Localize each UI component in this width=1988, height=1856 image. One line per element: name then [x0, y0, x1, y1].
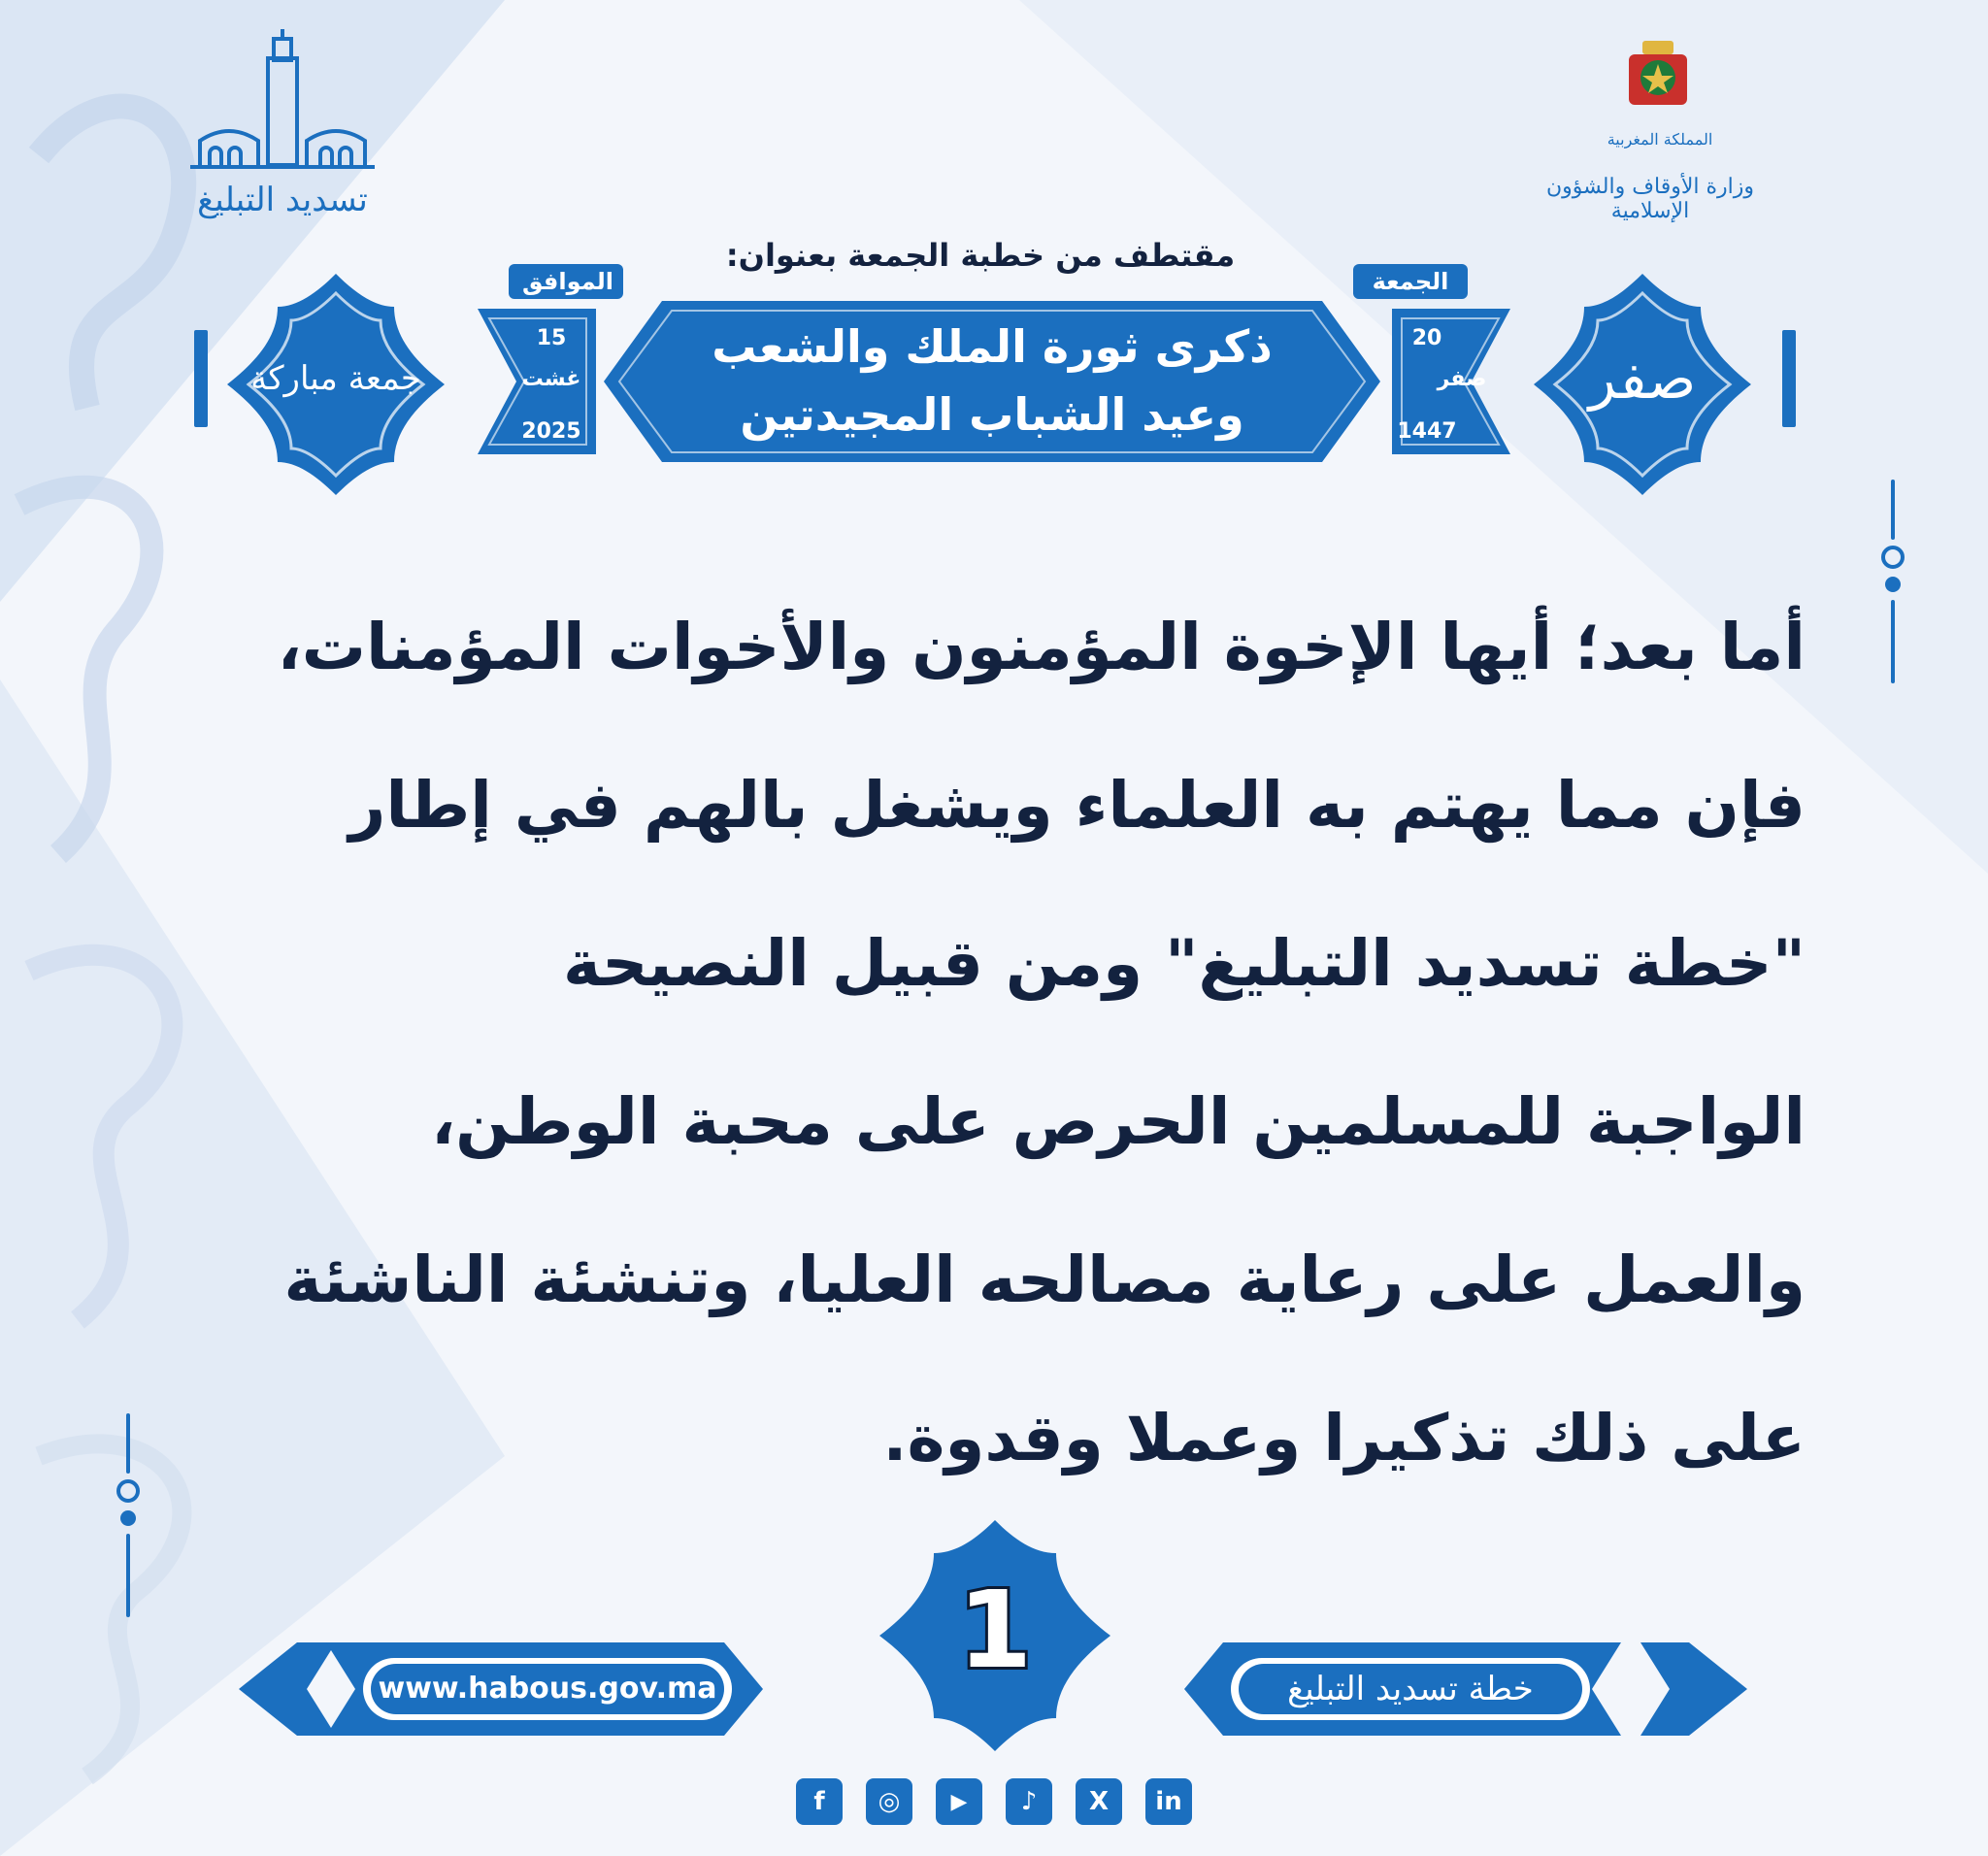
- sermon-excerpt: [194, 568, 1806, 1517]
- right-side-bar: [1782, 330, 1796, 427]
- subtitle: مقتطف من خطبة الجمعة بعنوان:: [725, 237, 1236, 274]
- left-ornament: [116, 1413, 140, 1617]
- hijri-year: 1447: [1397, 419, 1457, 444]
- right-ornament: [1881, 480, 1905, 683]
- instagram-icon[interactable]: ◎: [866, 1778, 912, 1825]
- title-line-2: وعيد الشباب المجيدتين: [740, 388, 1244, 441]
- website-link[interactable]: www.habous.gov.ma: [378, 1672, 717, 1706]
- x-icon[interactable]: X: [1076, 1778, 1122, 1825]
- sermon-line-5: والعمل على رعاية مصالحه العليا، وتنشئة الناشئة: [283, 1243, 1806, 1317]
- royal-emblem-icon: [1619, 35, 1697, 113]
- tiktok-icon[interactable]: ♪: [1006, 1778, 1052, 1825]
- ministry-top-text: المملكة المغربية: [1607, 130, 1713, 149]
- left-logo-text: تسديد التبليغ: [197, 181, 368, 219]
- hijri-month: صفر: [1437, 367, 1487, 391]
- gregorian-day: 15: [536, 326, 567, 350]
- title-line-1: ذكرى ثورة الملك والشعب: [712, 320, 1273, 373]
- sermon-line-2: فإن مما يهتم به العلماء ويشغل بالهم في إطار: [348, 768, 1806, 843]
- mosque-logo-icon: [190, 29, 375, 184]
- page-number: 1: [957, 1568, 1033, 1692]
- hijri-label: الجمعة: [1353, 264, 1468, 299]
- gregorian-year: 2025: [521, 419, 581, 444]
- ministry-name: وزارة الأوقاف والشؤون الإسلامية: [1545, 175, 1755, 223]
- sermon-line-3: "خطة تسديد التبليغ" ومن قبيل النصيحة: [563, 926, 1806, 1001]
- linkedin-icon[interactable]: in: [1145, 1778, 1192, 1825]
- month-name: صفر: [1588, 346, 1697, 412]
- sermon-line-4: الواجبة للمسلمين الحرص على محبة الوطن،: [431, 1084, 1806, 1159]
- youtube-icon[interactable]: ▶: [936, 1778, 982, 1825]
- greeting-text: جمعة مباركة: [250, 359, 421, 398]
- sermon-line-1: أما بعد؛ أيها الإخوة المؤمنون والأخوات المؤمنات،: [277, 610, 1806, 684]
- gregorian-label: الموافق: [509, 264, 623, 299]
- left-side-bar: [194, 330, 208, 427]
- plan-name: خطة تسديد التبليغ: [1287, 1670, 1534, 1708]
- facebook-icon[interactable]: f: [796, 1778, 843, 1825]
- hijri-day: 20: [1411, 326, 1442, 350]
- gregorian-month: غشت: [521, 367, 581, 391]
- sermon-line-6: على ذلك تذكيرا وعملا وقدوة.: [882, 1401, 1806, 1475]
